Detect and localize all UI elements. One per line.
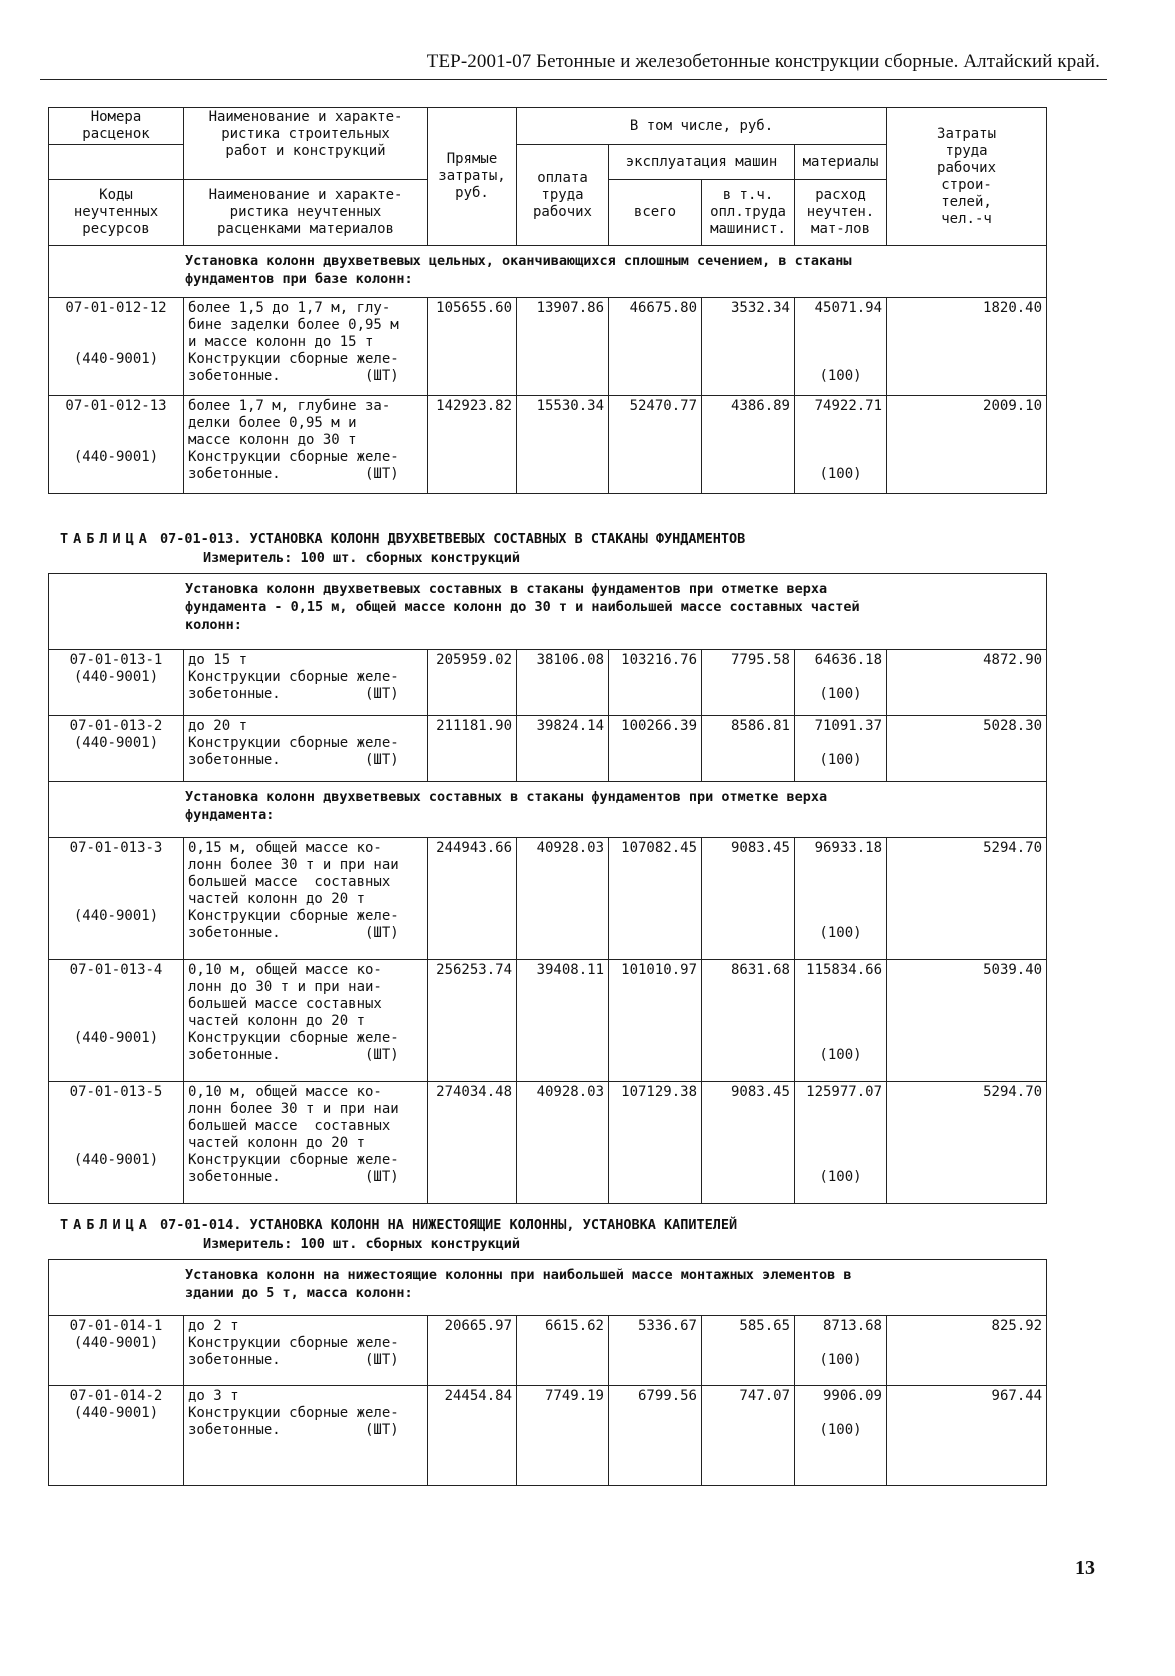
header-resource-codes: Коды неучтенных ресурсов [49,180,184,246]
materials-value: 74922.71 (100) [795,396,887,494]
machines-total: 5336.67 [609,1316,702,1386]
machines-total: 107082.45 [609,838,702,960]
rate-description: до 20 т Конструкции сборные желе- зобетонные. (ШТ) [184,716,428,782]
machinist-wage: 8631.68 [702,960,795,1082]
caption-text: 07-01-013. УСТАНОВКА КОЛОНН ДВУХВЕТВЕВЫХ СОСТАВНЫХ В СТАКАНЫ ФУНДАМЕНТОВ [160,531,746,547]
header-materials: материалы [795,145,887,180]
wage-value: 40928.03 [517,838,609,960]
direct-costs: 24454.84 [428,1386,517,1486]
rate-code: 07-01-014-1 (440-9001) [49,1316,184,1386]
section-heading: Установка колонн на нижестоящие колонны при наибольшей массе монтажных элементов в здании до 5 т, масса колонн: [49,1260,1047,1316]
material-quantity: (100) [819,368,862,384]
material-quantity: (100) [819,686,862,702]
machines-total: 103216.76 [609,650,702,716]
materials-value: 125977.07 (100) [795,1082,887,1204]
rate-description: 0,15 м, общей массе ко- лонн более 30 т и при наи большей массе составных частей колонн до 20 т Конструкции сборные желе- зобетонные. (ШТ) [184,838,428,960]
wage-value: 13907.86 [517,298,609,396]
labor-value: 1820.40 [887,298,1047,396]
labor-value: 4872.90 [887,650,1047,716]
wage-value: 40928.03 [517,1082,609,1204]
labor-value: 5028.30 [887,716,1047,782]
page-header-title: ТЕР-2001-07 Бетонные и железобетонные конструкции сборные. Алтайский край. [426,51,1100,72]
header-work-name: Наименование и характе- ристика строительных работ и конструкций [184,108,428,180]
rate-code: 07-01-013-4 (440-9001) [49,960,184,1082]
wage-value: 39408.11 [517,960,609,1082]
direct-costs: 142923.82 [428,396,517,494]
wage-value: 38106.08 [517,650,609,716]
wage-value: 39824.14 [517,716,609,782]
table-measure-014: Измеритель: 100 шт. сборных конструкций [203,1236,520,1252]
rate-code: 07-01-014-2 (440-9001) [49,1386,184,1486]
table-caption-013 [60,530,745,549]
machinist-wage: 9083.45 [702,1082,795,1204]
machinist-wage: 3532.34 [702,298,795,396]
section-heading: Установка колонн двухветвевых составных в стаканы фундаментов при отметке верха фундамента - 0,15 м, общей массе колонн до 30 т и наибольшей массе составных частей колонн: [49,574,1047,650]
materials-value: 96933.18 (100) [795,838,887,960]
labor-value: 825.92 [887,1316,1047,1386]
machinist-wage: 747.07 [702,1386,795,1486]
materials-value: 71091.37 (100) [795,716,887,782]
material-quantity: (100) [819,752,862,768]
rates-table-014 [48,1259,1047,1486]
section-heading: Установка колонн двухветвевых составных в стаканы фундаментов при отметке верха фундамента: [49,782,1047,838]
rate-description: более 1,7 м, глубине за- делки более 0,95 м и массе колонн до 30 т Конструкции сборные желе- зобетонные. (ШТ) [184,396,428,494]
rate-code: 07-01-013-2 (440-9001) [49,716,184,782]
machines-total: 52470.77 [609,396,702,494]
machinist-wage: 585.65 [702,1316,795,1386]
labor-value: 2009.10 [887,396,1047,494]
direct-costs: 211181.90 [428,716,517,782]
material-quantity: (100) [819,1047,862,1063]
table-row [49,396,1047,494]
machinist-wage: 7795.58 [702,650,795,716]
wage-value: 7749.19 [517,1386,609,1486]
rate-code: 07-01-012-12 (440-9001) [49,298,184,396]
table-row [49,1082,1047,1204]
labor-value: 5294.70 [887,1082,1047,1204]
material-quantity: (100) [819,1169,862,1185]
page-number: 13 [1075,1557,1095,1579]
machines-total: 46675.80 [609,298,702,396]
rate-description: до 3 т Конструкции сборные желе- зобетонные. (ШТ) [184,1386,428,1486]
header-blank [49,145,184,180]
machines-total: 101010.97 [609,960,702,1082]
materials-value: 8713.68 (100) [795,1316,887,1386]
direct-costs: 20665.97 [428,1316,517,1386]
header-labor-costs: Затраты труда рабочих строи- телей, чел.-ч [887,108,1047,246]
table-caption-014 [60,1216,737,1235]
rates-table-013 [48,573,1047,1204]
labor-value: 967.44 [887,1386,1047,1486]
direct-costs: 274034.48 [428,1082,517,1204]
table-measure-013: Измеритель: 100 шт. сборных конструкций [203,550,520,566]
wage-value: 6615.62 [517,1316,609,1386]
table-row [49,298,1047,396]
rate-code: 07-01-013-3 (440-9001) [49,838,184,960]
header-material-name: Наименование и характе- ристика неучтенных расценками материалов [184,180,428,246]
header-material-consumption: расход неучтен. мат-лов [795,180,887,246]
rate-description: 0,10 м, общей массе ко- лонн до 30 т и при наи- большей массе составных частей колонн до 20 т Конструкции сборные желе- зобетонные. (ШТ) [184,960,428,1082]
materials-value: 64636.18 (100) [795,650,887,716]
header-machines-total: всего [609,180,702,246]
direct-costs: 244943.66 [428,838,517,960]
labor-value: 5039.40 [887,960,1047,1082]
rate-description: до 15 т Конструкции сборные желе- зобетонные. (ШТ) [184,650,428,716]
materials-value: 45071.94 (100) [795,298,887,396]
machines-total: 100266.39 [609,716,702,782]
machinist-wage: 4386.89 [702,396,795,494]
section-heading: Установка колонн двухветвевых цельных, оканчивающихся сплошным сечением, в стаканы фундаментов при базе колонн: [49,246,1047,298]
rate-code: 07-01-012-13 (440-9001) [49,396,184,494]
machinist-wage: 9083.45 [702,838,795,960]
machines-total: 107129.38 [609,1082,702,1204]
machinist-wage: 8586.81 [702,716,795,782]
header-including: В том числе, руб. [517,108,887,145]
header-rate-no: Номера расценок [49,108,184,145]
table-row [49,838,1047,960]
header-wage: оплата труда рабочих [517,145,609,246]
table-row [49,960,1047,1082]
direct-costs: 256253.74 [428,960,517,1082]
machines-total: 6799.56 [609,1386,702,1486]
header-machinist-wage: в т.ч. опл.труда машинист. [702,180,795,246]
direct-costs: 105655.60 [428,298,517,396]
labor-value: 5294.70 [887,838,1047,960]
table-row [49,1316,1047,1386]
direct-costs: 205959.02 [428,650,517,716]
caption-label: ТАБЛИЦА [60,531,152,547]
wage-value: 15530.34 [517,396,609,494]
rate-code: 07-01-013-1 (440-9001) [49,650,184,716]
materials-value: 115834.66 (100) [795,960,887,1082]
materials-value: 9906.09 (100) [795,1386,887,1486]
header-machines: эксплуатация машин [609,145,795,180]
rate-description: до 2 т Конструкции сборные желе- зобетонные. (ШТ) [184,1316,428,1386]
table-row [49,1386,1047,1486]
header-direct-costs: Прямые затраты, руб. [428,108,517,246]
rate-description: более 1,5 до 1,7 м, глу- бине заделки более 0,95 м и массе колонн до 15 т Конструкции сборные желе- зобетонные. (ШТ) [184,298,428,396]
rate-code: 07-01-013-5 (440-9001) [49,1082,184,1204]
rates-table-012 [48,107,1047,494]
rate-description: 0,10 м, общей массе ко- лонн более 30 т и при наи большей массе составных частей колонн до 20 т Конструкции сборные желе- зобетонные. (ШТ) [184,1082,428,1204]
header-rule [40,79,1107,80]
material-quantity: (100) [819,1422,862,1438]
table-row [49,716,1047,782]
material-quantity: (100) [819,925,862,941]
material-quantity: (100) [819,466,862,482]
material-quantity: (100) [819,1352,862,1368]
caption-label: ТАБЛИЦА [60,1217,152,1233]
caption-text: 07-01-014. УСТАНОВКА КОЛОНН НА НИЖЕСТОЯЩИЕ КОЛОННЫ, УСТАНОВКА КАПИТЕЛЕЙ [160,1217,738,1233]
table-row [49,650,1047,716]
